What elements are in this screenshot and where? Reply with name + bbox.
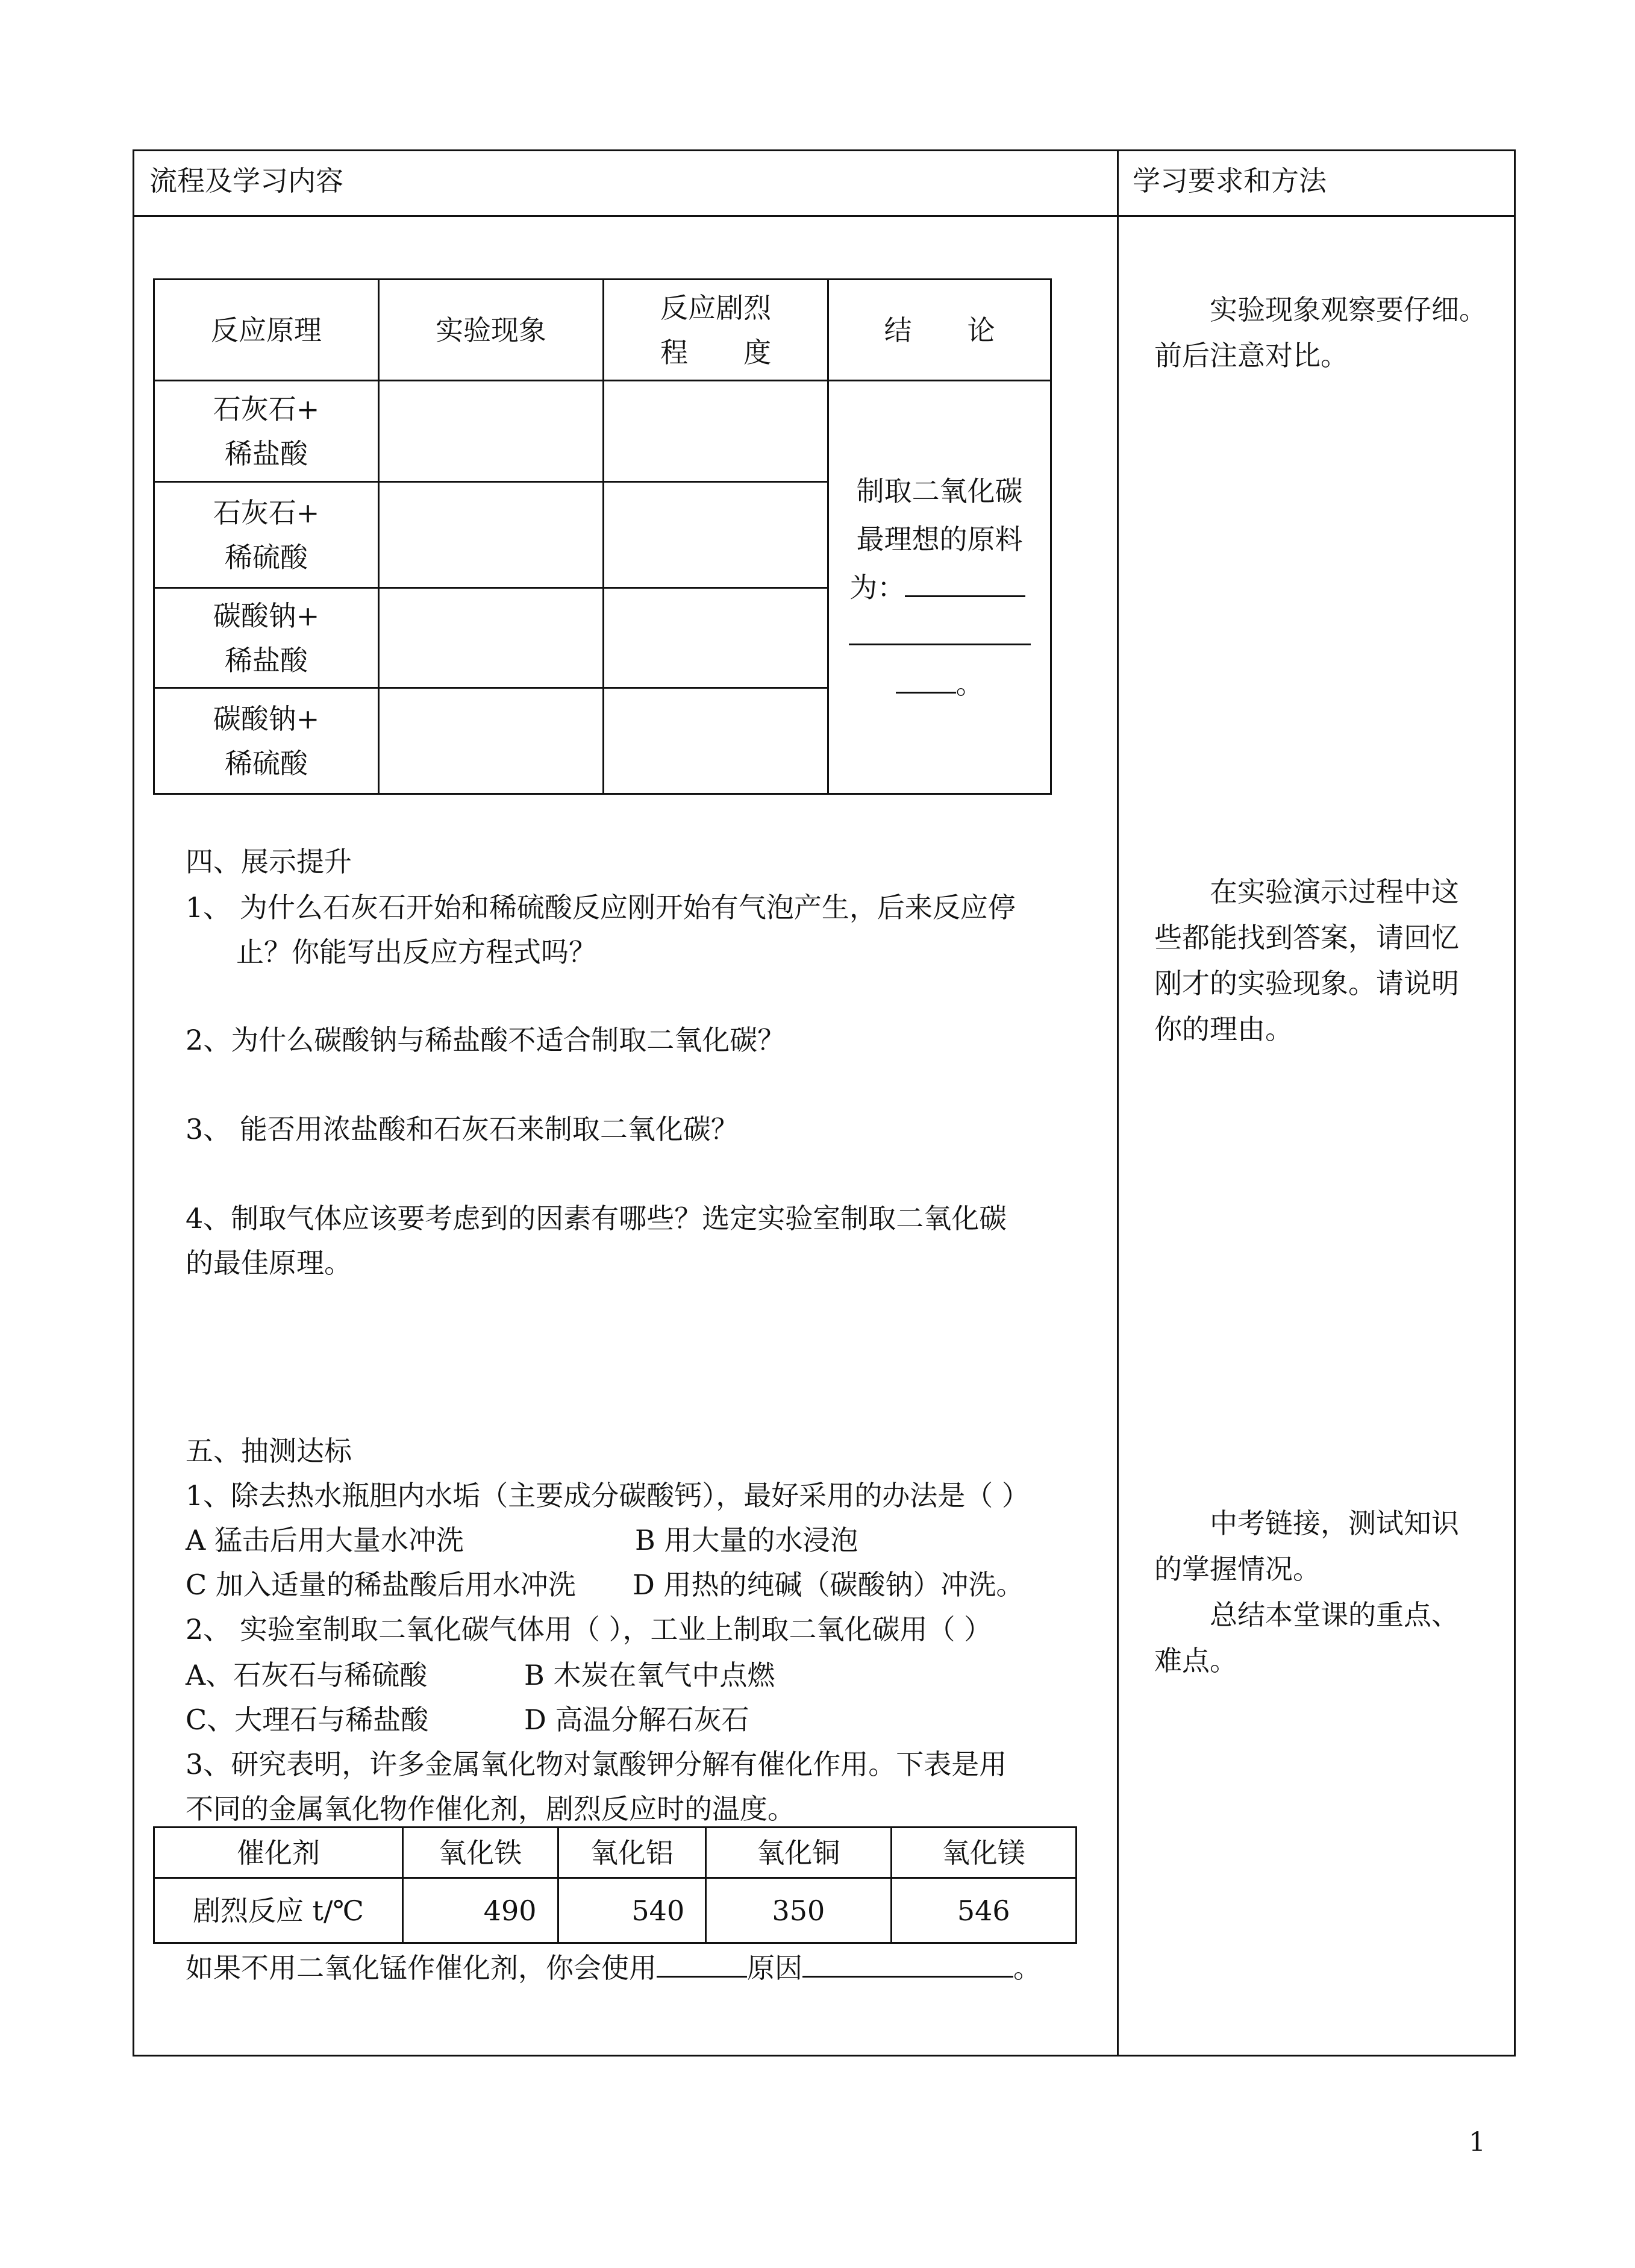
question-4-2: 2、为什么碳酸钠与稀盐酸不适合制取二氧化碳？: [186, 1024, 786, 1056]
reagent-cell: [154, 688, 379, 794]
reagent-line: 石灰石+: [213, 392, 320, 425]
header-left: 流程及学习内容: [149, 164, 343, 197]
tail-text: 。: [1013, 1952, 1041, 1984]
header-cell-line: 反应剧烈: [660, 291, 772, 324]
catalyst-table: [153, 1826, 1077, 1944]
conclusion-line: [829, 563, 1050, 612]
table-header-row: [154, 1828, 1077, 1878]
conclusion-cell: [828, 381, 1051, 794]
side-note-line: 在实验演示过程中这: [1210, 876, 1459, 908]
option-5-2-c: C、大理石与稀盐酸: [186, 1703, 429, 1736]
reaction-table: [153, 278, 1052, 795]
option-5-1-c: C 加入适量的稀盐酸后用水冲洗: [186, 1568, 576, 1601]
header-cell-line: 程 度: [660, 336, 772, 369]
question-4-3: 3、 能否用浓盐酸和石灰石来制取二氧化碳？: [186, 1113, 739, 1145]
fill-blank[interactable]: [896, 664, 956, 694]
side-note-line: 中考链接，测试知识: [1210, 1507, 1459, 1540]
option-5-2-a: A、石灰石与稀硫酸: [186, 1659, 428, 1691]
answer-cell: [378, 688, 603, 794]
fill-blank[interactable]: [802, 1948, 1013, 1978]
value-cell: 546: [891, 1878, 1076, 1943]
reagent-line: 稀盐酸: [224, 644, 308, 677]
tail-text: 原因: [747, 1952, 802, 1984]
header-divider: [133, 215, 1516, 217]
question-5-2: 2、 实验室制取二氧化碳气体用（ ），工业上制取二氧化碳用（ ）: [186, 1613, 992, 1646]
row-label-cell: 剧烈反应 t/℃: [154, 1878, 403, 1943]
option-5-2-d: D 高温分解石灰石: [524, 1703, 749, 1736]
conclusion-label: 为：: [849, 571, 905, 604]
header-cell: 氧化铝: [558, 1828, 706, 1878]
fill-blank[interactable]: [849, 616, 1031, 645]
header-cell: 氧化镁: [891, 1828, 1076, 1878]
value-cell: 350: [706, 1878, 891, 1943]
side-note-line: 你的理由。: [1154, 1013, 1293, 1045]
side-note-line: 难点。: [1154, 1644, 1237, 1677]
side-note-line: 实验现象观察要仔细。: [1210, 293, 1487, 326]
side-note-line: 总结本堂课的重点、: [1210, 1599, 1459, 1631]
reagent-cell: [154, 482, 379, 588]
question-4-4-line2: 的最佳原理。: [186, 1247, 352, 1279]
answer-cell: [603, 482, 828, 588]
table-row: [154, 381, 1051, 482]
header-cell: 实验现象: [378, 280, 603, 381]
answer-cell: [378, 381, 603, 482]
answer-cell: [378, 482, 603, 588]
option-5-1-d: D 用热的纯碱（碳酸钠）冲洗。: [633, 1568, 1024, 1601]
side-note-line: 的掌握情况。: [1154, 1553, 1321, 1585]
fill-blank[interactable]: [905, 568, 1025, 597]
side-note-3: [1154, 1500, 1492, 1684]
question-4-4-line1: 4、制取气体应该要考虑到的因素有哪些？选定实验室制取二氧化碳: [186, 1202, 1007, 1235]
value-cell: 490: [402, 1878, 558, 1943]
tail-text: 如果不用二氧化锰作催化剂，你会使用: [186, 1952, 657, 1984]
question-5-3-line2: 不同的金属氧化物作催化剂，剧烈反应时的温度。: [186, 1793, 795, 1825]
conclusion-line: 制取二氧化碳: [856, 474, 1023, 507]
side-note-line: 刚才的实验现象。请说明: [1154, 967, 1459, 1000]
reagent-line: 碳酸钠+: [213, 599, 320, 632]
table-header-row: [154, 280, 1051, 381]
side-note-1: [1154, 287, 1492, 378]
question-4-1-line2: 止？你能写出反应方程式吗？: [236, 936, 596, 968]
question-5-3-line1: 3、研究表明，许多金属氧化物对氯酸钾分解有催化作用。下表是用: [186, 1748, 1007, 1781]
header-cell: 氧化铁: [402, 1828, 558, 1878]
side-note-2: [1154, 869, 1492, 1052]
question-5-1: 1、除去热水瓶胆内水垢（主要成分碳酸钙），最好采用的办法是（ ）: [186, 1479, 1030, 1512]
question-4-1-line1: 1、 为什么石灰石开始和稀硫酸反应刚开始有气泡产生，后来反应停: [186, 891, 1016, 924]
header-cell: 氧化铜: [706, 1828, 891, 1878]
conclusion-line: [829, 660, 1050, 708]
header-cell: 反应原理: [154, 280, 379, 381]
conclusion-line: 最理想的原料: [856, 522, 1023, 556]
reagent-line: 稀硫酸: [224, 747, 308, 780]
header-cell: [603, 280, 828, 381]
reagent-line: 石灰石+: [213, 496, 320, 529]
option-5-1-a: A 猛击后用大量水冲洗: [186, 1524, 464, 1556]
answer-cell: [603, 588, 828, 688]
fill-blank[interactable]: [657, 1948, 747, 1978]
side-note-line: 些都能找到答案，请回忆: [1154, 921, 1459, 954]
question-5-3-tail: [186, 1945, 1041, 1991]
reagent-line: 稀硫酸: [224, 540, 308, 574]
answer-cell: [603, 381, 828, 482]
column-divider: [1117, 149, 1119, 2057]
reagent-line: 碳酸钠+: [213, 702, 320, 735]
table-row: [154, 1878, 1077, 1943]
option-5-1-b: B 用大量的水浸泡: [635, 1524, 858, 1556]
answer-cell: [378, 588, 603, 688]
section-4-title: 四、展示提升: [186, 845, 352, 878]
reagent-cell: [154, 588, 379, 688]
reagent-line: 稀盐酸: [224, 437, 308, 470]
page-number: 1: [1469, 2127, 1486, 2158]
header-cell: 结 论: [828, 280, 1051, 381]
answer-cell: [603, 688, 828, 794]
section-5-title: 五、抽测达标: [186, 1435, 352, 1467]
conclusion-end: 。: [955, 667, 984, 700]
reagent-cell: [154, 381, 379, 482]
conclusion-line: [829, 612, 1050, 660]
option-5-2-b: B 木炭在氧气中点燃: [524, 1659, 775, 1691]
header-cell: 催化剂: [154, 1828, 403, 1878]
header-right: 学习要求和方法: [1133, 164, 1327, 197]
side-note-line: 前后注意对比。: [1154, 339, 1348, 372]
value-cell: 540: [558, 1878, 706, 1943]
